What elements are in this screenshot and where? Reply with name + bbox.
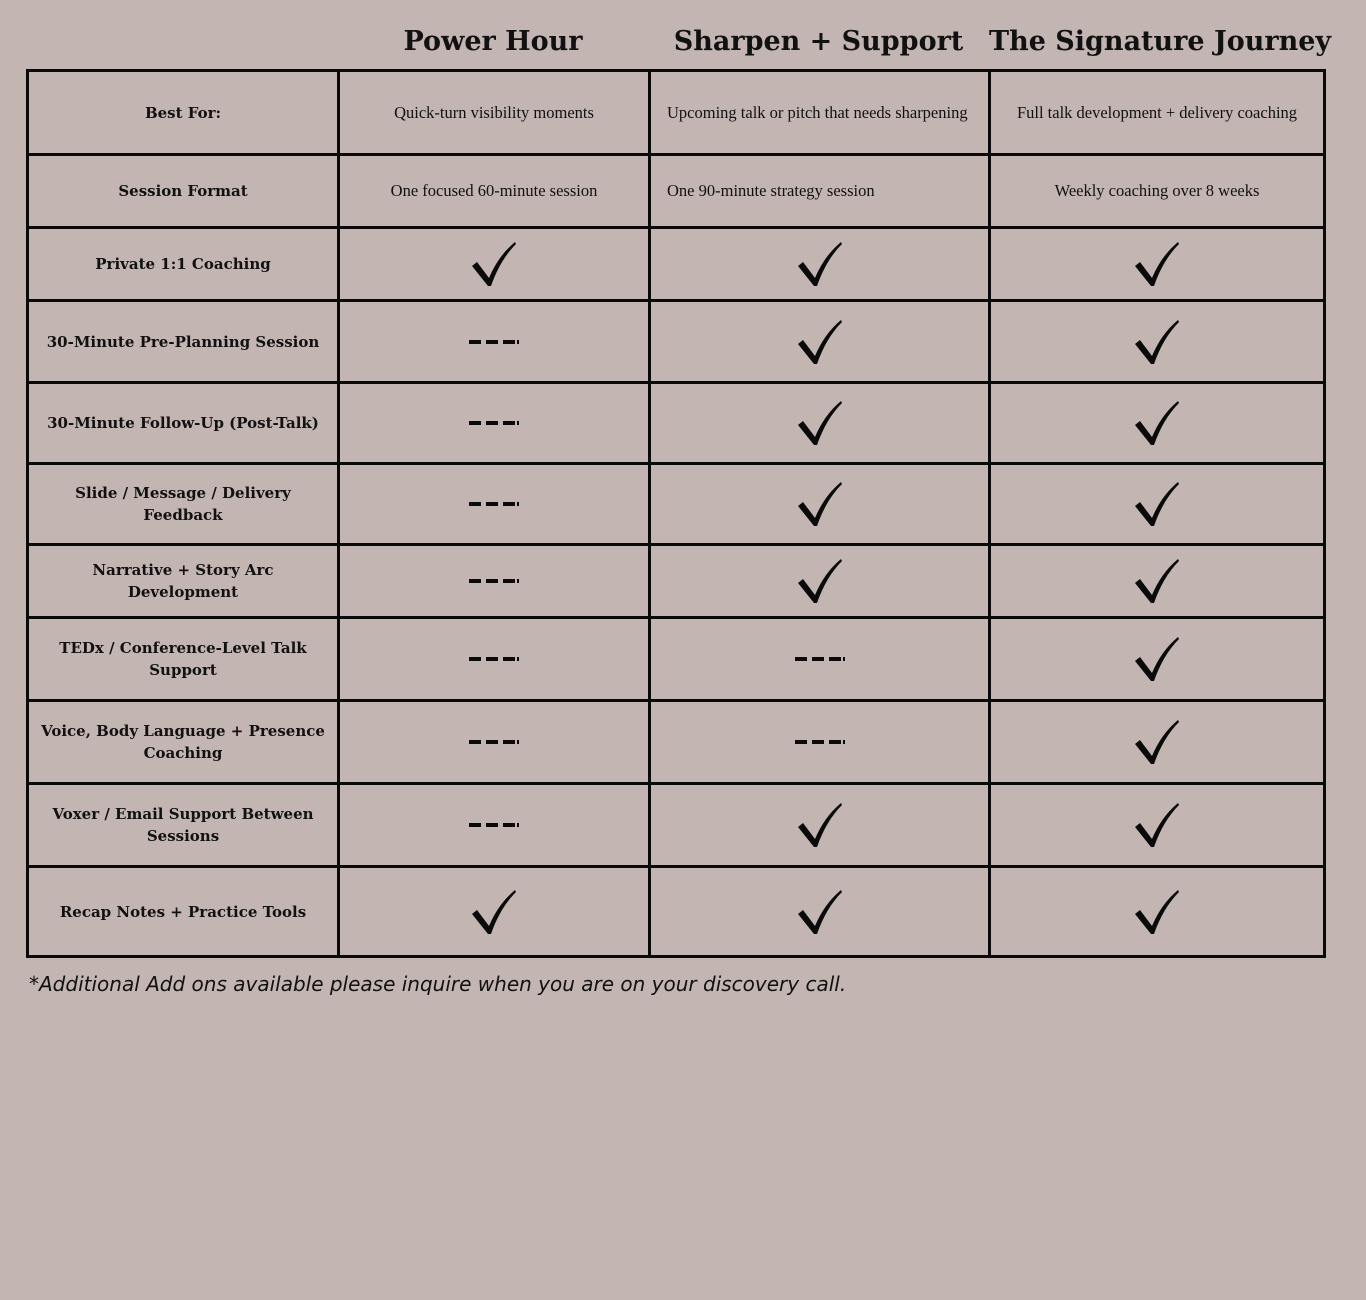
cell-power-hour [339, 545, 650, 618]
dash-icon [469, 739, 519, 747]
cell-power-hour: Quick-turn visibility moments [339, 71, 650, 155]
row-label: Voxer / Email Support Between Sessions [28, 784, 339, 867]
header-sharpen-support: Sharpen + Support [673, 26, 964, 57]
table-row-recap [28, 867, 1325, 957]
check-icon [796, 888, 844, 936]
table-row-narrative [28, 545, 1325, 618]
cell-sharpen-support: One 90-minute strategy session [650, 155, 990, 228]
check-icon [1133, 399, 1181, 447]
table-row-pre-planning [28, 301, 1325, 383]
cell-power-hour [339, 867, 650, 957]
comparison-table [26, 69, 1326, 958]
dash-icon [469, 420, 519, 428]
cell-power-hour [339, 383, 650, 464]
check-icon [1133, 718, 1181, 766]
check-icon [796, 399, 844, 447]
cell-sharpen-support [650, 784, 990, 867]
dash-icon [469, 501, 519, 509]
dash-icon [469, 656, 519, 664]
cell-signature-journey [990, 867, 1325, 957]
check-icon [1133, 480, 1181, 528]
cell-power-hour [339, 784, 650, 867]
cell-signature-journey [990, 228, 1325, 301]
cell-power-hour [339, 228, 650, 301]
cell-sharpen-support [650, 301, 990, 383]
check-icon [470, 240, 518, 288]
check-icon [1133, 240, 1181, 288]
row-label: Narrative + Story Arc Development [28, 545, 339, 618]
table-row-private-coaching [28, 228, 1325, 301]
cell-sharpen-support [650, 701, 990, 784]
cell-power-hour [339, 701, 650, 784]
check-icon [796, 480, 844, 528]
check-icon [796, 318, 844, 366]
cell-power-hour [339, 618, 650, 701]
header-signature-journey: The Signature Journey [989, 26, 1332, 57]
cell-power-hour [339, 464, 650, 545]
check-icon [1133, 635, 1181, 683]
cell-sharpen-support [650, 383, 990, 464]
dash-icon [469, 822, 519, 830]
cell-sharpen-support [650, 618, 990, 701]
table-row-voice [28, 701, 1325, 784]
cell-signature-journey: Full talk development + delivery coaching [990, 71, 1325, 155]
footnote: *Additional Add ons available please inquire when you are on your discovery call. [29, 972, 847, 996]
table-row-session-format [28, 155, 1325, 228]
check-icon [1133, 888, 1181, 936]
row-label: TEDx / Conference-Level Talk Support [28, 618, 339, 701]
table-row-feedback [28, 464, 1325, 545]
dash-icon [469, 578, 519, 586]
row-label: Private 1:1 Coaching [28, 228, 339, 301]
cell-sharpen-support: Upcoming talk or pitch that needs sharpening [650, 71, 990, 155]
cell-power-hour: One focused 60-minute session [339, 155, 650, 228]
row-label: Voice, Body Language + Presence Coaching [28, 701, 339, 784]
table-row-tedx [28, 618, 1325, 701]
cell-sharpen-support [650, 228, 990, 301]
dash-icon [469, 339, 519, 347]
cell-signature-journey: Weekly coaching over 8 weeks [990, 155, 1325, 228]
header-power-hour: Power Hour [403, 26, 583, 57]
cell-signature-journey [990, 464, 1325, 545]
cell-signature-journey [990, 784, 1325, 867]
check-icon [796, 557, 844, 605]
row-label: Slide / Message / Delivery Feedback [28, 464, 339, 545]
table-row-voxer [28, 784, 1325, 867]
cell-signature-journey [990, 618, 1325, 701]
check-icon [1133, 801, 1181, 849]
cell-signature-journey [990, 701, 1325, 784]
table-row-best-for [28, 71, 1325, 155]
check-icon [796, 801, 844, 849]
row-label: Recap Notes + Practice Tools [28, 867, 339, 957]
cell-sharpen-support [650, 464, 990, 545]
check-icon [796, 240, 844, 288]
cell-signature-journey [990, 383, 1325, 464]
dash-icon [795, 656, 845, 664]
row-label: Best For: [28, 71, 339, 155]
check-icon [470, 888, 518, 936]
check-icon [1133, 318, 1181, 366]
check-icon [1133, 557, 1181, 605]
row-label: 30-Minute Pre-Planning Session [28, 301, 339, 383]
table-row-follow-up [28, 383, 1325, 464]
row-label: 30-Minute Follow-Up (Post-Talk) [28, 383, 339, 464]
row-label: Session Format [28, 155, 339, 228]
dash-icon [795, 739, 845, 747]
cell-signature-journey [990, 545, 1325, 618]
cell-signature-journey [990, 301, 1325, 383]
cell-sharpen-support [650, 867, 990, 957]
cell-power-hour [339, 301, 650, 383]
cell-sharpen-support [650, 545, 990, 618]
